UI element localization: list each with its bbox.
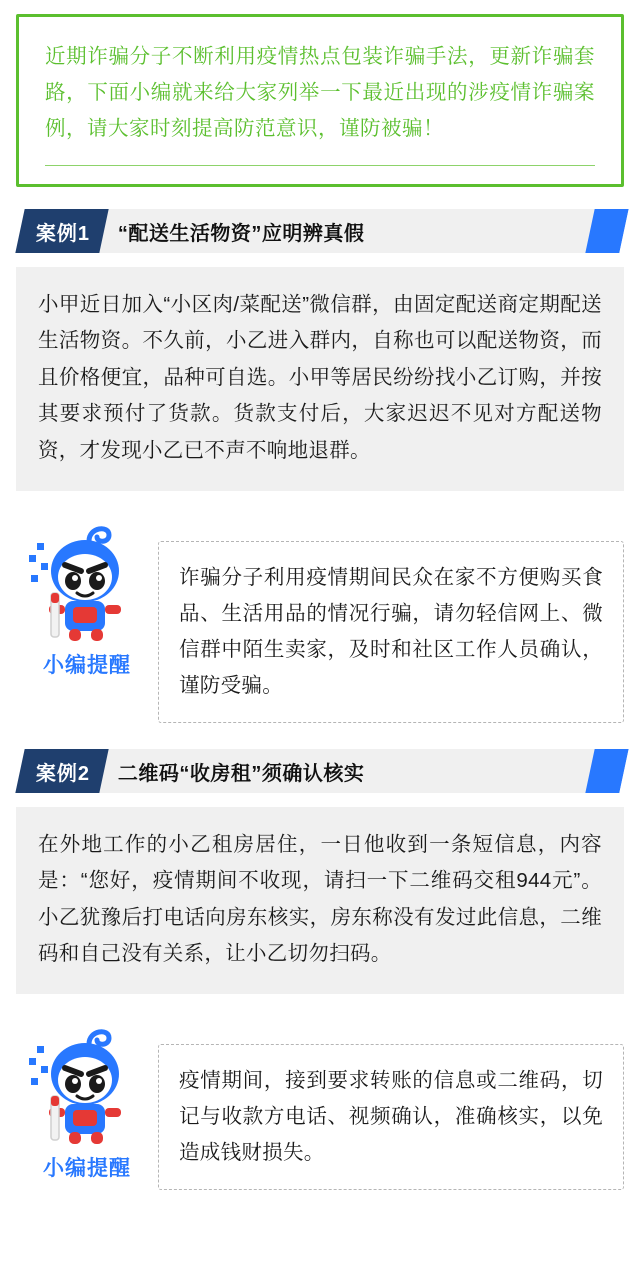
tip-text-2: 疫情期间，接到要求转账的信息或二维码，切记与收款方电话、视频确认，准确核实，以免造成钱财损失。	[179, 1069, 603, 1165]
case-tag-2	[15, 749, 108, 793]
intro-divider	[45, 165, 595, 166]
tip-block-2	[16, 1020, 624, 1190]
case-body-1	[16, 267, 624, 491]
tip-label-1: 小编提醒	[43, 654, 131, 678]
mascot-icon	[29, 1022, 145, 1150]
intro-text: 近期诈骗分子不断利用疫情热点包装诈骗手法，更新诈骗套路，下面小编就来给大家列举一下最近出现的涉疫情诈骗案例，请大家时刻提高防范意识，谨防被骗！	[45, 45, 595, 140]
case-tag-1	[15, 209, 108, 253]
mascot-icon	[29, 519, 145, 647]
case-body-2-text: 在外地工作的小乙租房居住，一日他收到一条短信息，内容是：“您好，疫情期间不收现，请扫一下二维码交租944元”。小乙犹豫后打电话向房东核实，房东称没有发过此信息，二维码和自己没有关系，让小乙切勿扫码。	[38, 832, 602, 965]
case-header-1	[16, 209, 624, 253]
case-title-wrap-2	[91, 749, 628, 793]
case-tag-1-label: 案例1	[36, 222, 91, 245]
case-tag-2-label: 案例2	[36, 762, 91, 785]
case-title-2: 二维码“收房租”须确认核实	[118, 762, 365, 785]
intro-box	[16, 14, 624, 187]
mascot-1	[22, 517, 152, 679]
case-body-1-text: 小甲近日加入“小区肉/菜配送”微信群，由固定配送商定期配送生活物资。不久前，小乙进入群内，自称也可以配送物资，而且价格便宜，品种可自选。小甲等居民纷纷找小乙订购，并按其要求预付了货款。货款支付后，大家迟迟不见对方配送物资，才发现小乙已不声不响地退群。	[38, 292, 602, 462]
tip-bubble-1	[158, 541, 624, 723]
tip-block-1	[16, 517, 624, 723]
case-header-2	[16, 749, 624, 793]
case-title-1: “配送生活物资”应明辨真假	[118, 222, 365, 245]
tip-label-2: 小编提醒	[43, 1157, 131, 1181]
mascot-2	[22, 1020, 152, 1182]
case-title-wrap-1	[91, 209, 628, 253]
case-body-2	[16, 807, 624, 995]
tip-bubble-2	[158, 1044, 624, 1190]
tip-text-1: 诈骗分子利用疫情期间民众在家不方便购买食品、生活用品的情况行骗，请勿轻信网上、微信群中陌生卖家，及时和社区工作人员确认，谨防受骗。	[179, 566, 603, 697]
